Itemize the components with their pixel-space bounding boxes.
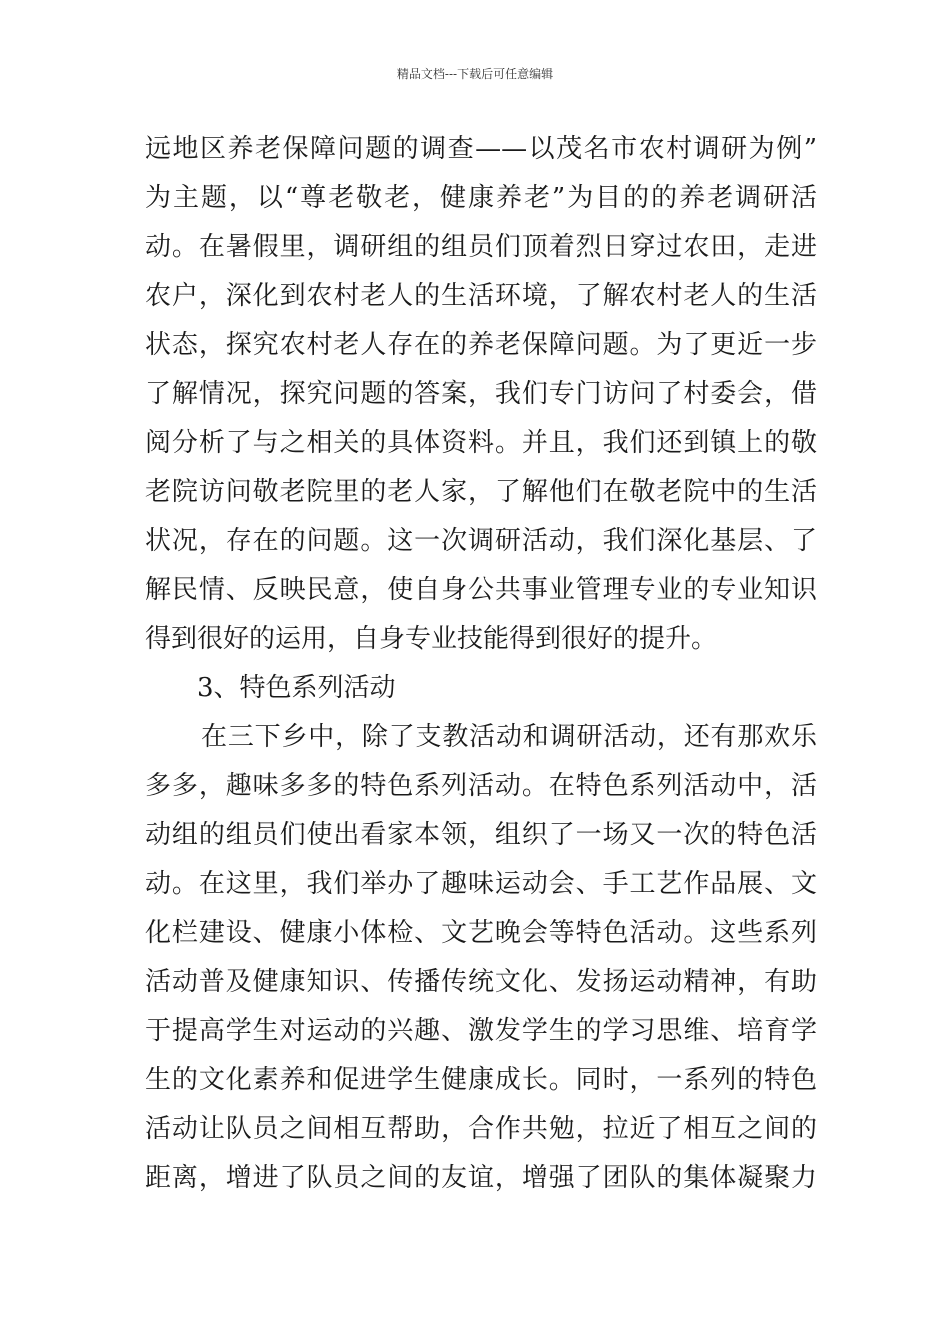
paragraph-line: 于提高学生对运动的兴趣、激发学生的学习思维、培育学 [145,1016,817,1046]
paragraph-line: 解民情、反映民意，使自身公共事业管理专业的专业知识 [145,575,817,605]
page-header: 精品文档---下载后可任意编辑 [396,67,554,81]
paragraph-line: 状况，存在的问题。这一次调研活动，我们深化基层、了 [145,526,817,556]
paragraph-line: 远地区养老保障问题的调查——以茂名市农村调研为例” [145,134,817,164]
paragraph-line: 多多，趣味多多的特色系列活动。在特色系列活动中，活 [145,771,817,801]
paragraph-line: 化栏建设、健康小体检、文艺晚会等特色活动。这些系列 [145,918,817,948]
paragraph-line: 农户，深化到农村老人的生活环境，了解农村老人的生活 [145,281,817,311]
paragraph-line: 动组的组员们使出看家本领，组织了一场又一次的特色活 [145,820,817,850]
paragraph-line: 老院访问敬老院里的老人家，了解他们在敬老院中的生活 [145,477,817,507]
paragraph-line: 为主题，以“尊老敬老，健康养老”为目的的养老调研活 [145,183,817,213]
paragraph-line: 在三下乡中，除了支教活动和调研活动，还有那欢乐 [201,722,817,752]
paragraph-line: 活动普及健康知识、传播传统文化、发扬运动精神，有助 [145,967,817,997]
paragraph-line: 了解情况，探究问题的答案，我们专门访问了村委会，借 [145,379,817,409]
paragraph-line: 得到很好的运用，自身专业技能得到很好的提升。 [145,624,718,654]
paragraph-line: 阅分析了与之相关的具体资料。并且，我们还到镇上的敬 [145,428,817,458]
paragraph-line: 生的文化素养和促进学生健康成长。同时，一系列的特色 [145,1065,817,1095]
section-heading: 3、特色系列活动 [197,673,396,703]
paragraph-line: 动。在暑假里，调研组的组员们顶着烈日穿过农田，走进 [145,232,817,262]
paragraph-line: 动。在这里，我们举办了趣味运动会、手工艺作品展、文 [145,869,817,899]
paragraph-line: 状态，探究农村老人存在的养老保障问题。为了更近一步 [145,330,817,360]
paragraph-line: 距离，增进了队员之间的友谊，增强了团队的集体凝聚力 [145,1163,817,1193]
paragraph-line: 活动让队员之间相互帮助，合作共勉，拉近了相互之间的 [145,1114,817,1144]
document-body [145,125,817,1203]
